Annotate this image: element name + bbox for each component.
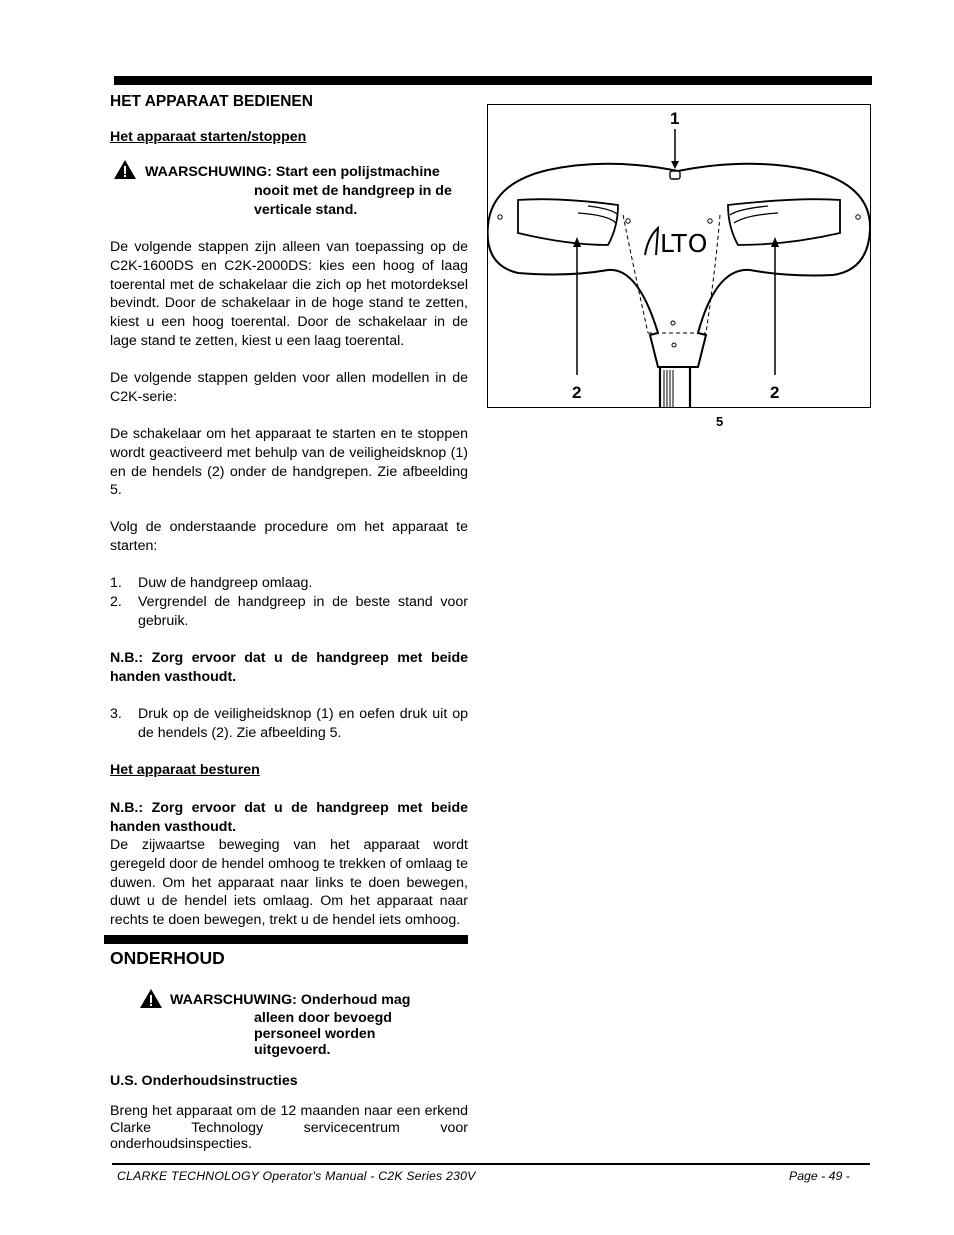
warning2-line3: personeel worden	[254, 1026, 376, 1042]
paragraph-maintenance: Breng het apparaat om de 12 maanden naar een erkend Clarke Technology servicecentrum voor onderhoudsinspecties.	[110, 1103, 468, 1152]
list-item	[110, 705, 468, 743]
list-text: Vergrendel de handgreep in de beste stand voor gebruik.	[138, 594, 468, 629]
note-2: N.B.: Zorg ervoor dat u de handgreep met beide handen vasthoudt.	[110, 800, 468, 835]
figure-handle	[487, 104, 871, 408]
warning-icon	[113, 159, 137, 180]
paragraph-procedure: Volg de onderstaande procedure om het apparaat te starten:	[110, 519, 468, 554]
subheading-start-stop: Het apparaat starten/stoppen	[110, 129, 307, 145]
footer-page-number: Page - 49 -	[789, 1169, 850, 1183]
list-text: Duw de handgreep omlaag.	[138, 575, 313, 591]
paragraph-steering: De zijwaartse beweging van het apparaat wordt geregeld door de hendel omhoog te trekken of omlaag te duwen. Om het apparaat naar links te doen bewegen, duwt u de hendel iets omlaag. Om het apparaat naar rechts te doen bewegen, trekt u de hendel iets omhoog.	[110, 837, 468, 929]
warning1-line2: nooit met de handgreep in de	[254, 183, 452, 199]
subheading-steering: Het apparaat besturen	[110, 762, 260, 778]
callout-label-2-right: 2	[770, 383, 780, 402]
warning2-line1: WAARSCHUWING: Onderhoud mag	[170, 992, 411, 1008]
top-rule	[114, 76, 872, 85]
callout-label-2-left: 2	[572, 383, 582, 402]
callout-label-1: 1	[670, 109, 680, 128]
paragraph-models: De volgende stappen gelden voor allen modellen in de C2K-serie:	[110, 370, 468, 405]
warning-icon	[139, 988, 163, 1009]
section-title: HET APPARAAT BEDIENEN	[110, 93, 313, 110]
list-item	[110, 593, 468, 631]
warning1-line3: verticale stand.	[254, 202, 358, 218]
paragraph-speed: De volgende stappen zijn alleen van toepassing op de C2K-1600DS en C2K-2000DS: kies een hoog of laag toerental met de schakelaar die zich op het motordeksel bevindt. Door de schakelaar in de hoge stand te zetten, kiest u een hoog toerental. Door de schakelaar in de lage stand te zetten, kiest u een laag toerental.	[110, 239, 468, 349]
note-1: N.B.: Zorg ervoor dat u de handgreep met beide handen vasthoudt.	[110, 650, 468, 685]
list-text: Druk op de veiligheidsknop (1) en oefen druk uit op de hendels (2). Zie afbeelding 5.	[138, 706, 468, 741]
figure-caption: 5	[716, 414, 724, 429]
section-rule	[104, 935, 468, 944]
section2-title: ONDERHOUD	[110, 948, 225, 968]
list-item	[110, 574, 468, 593]
footer-manual-title: CLARKE TECHNOLOGY Operator's Manual - C2K Series 230V	[117, 1169, 476, 1183]
warning2-line4: uitgevoerd.	[254, 1042, 331, 1058]
paragraph-switch: De schakelaar om het apparaat te starten en te stoppen wordt geactiveerd met behulp van de veiligheidsknop (1) en de hendels (2) onder de handgrepen. Zie afbeelding 5.	[110, 426, 468, 499]
subheading-maintenance: U.S. Onderhoudsinstructies	[110, 1073, 298, 1089]
list-number: 3.	[110, 706, 122, 722]
list-number: 2.	[110, 594, 122, 610]
warning1-line1: WAARSCHUWING: Start een polijstmachine	[145, 164, 440, 180]
brand-logo: LTO	[660, 229, 709, 258]
footer-rule	[112, 1163, 870, 1165]
list-number: 1.	[110, 575, 122, 591]
warning2-line2: alleen door bevoegd	[254, 1010, 392, 1026]
